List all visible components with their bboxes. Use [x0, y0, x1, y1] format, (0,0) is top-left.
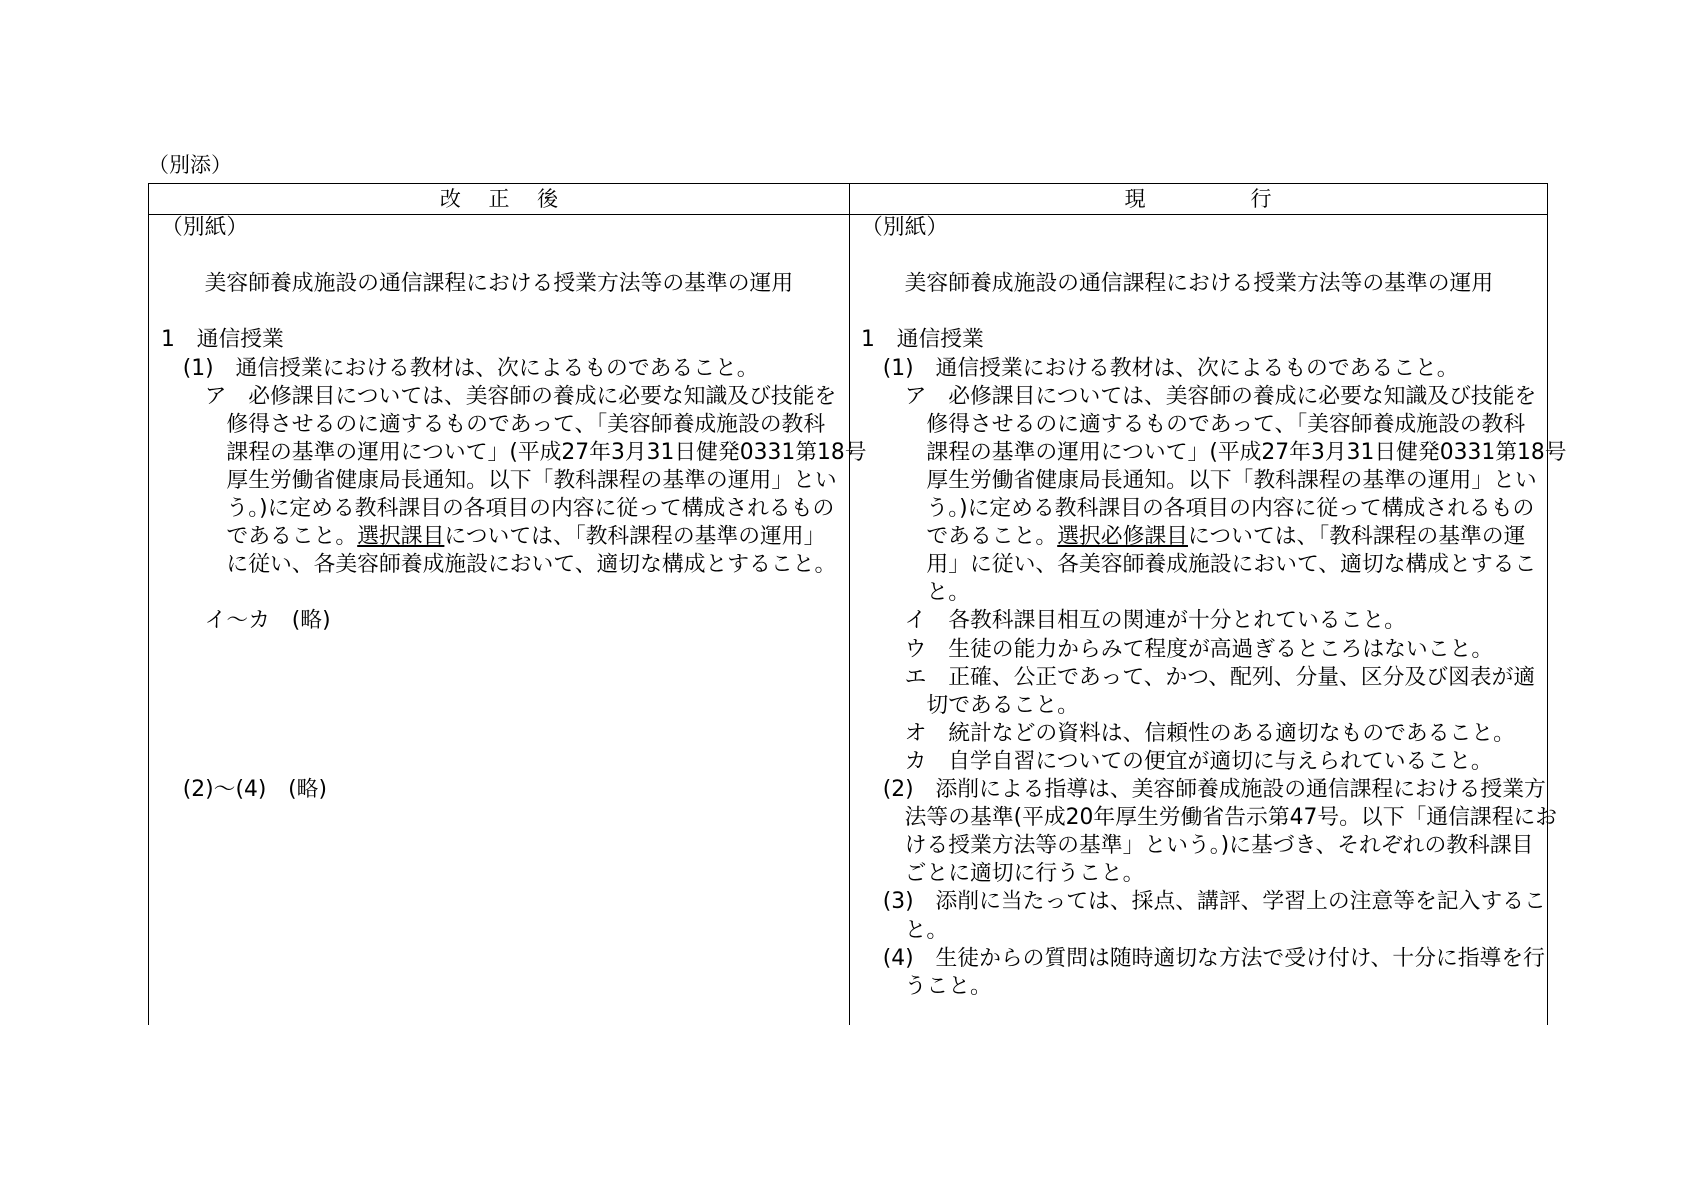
item-4: うこと。: [904, 973, 992, 999]
item-e: エ 正確、公正であって、かつ、配列、分量、区分及び図表が適: [904, 664, 1536, 690]
appendix-label: （別紙）: [161, 215, 249, 240]
text: については、「教科課程の基準の運: [1187, 524, 1526, 550]
item-a-line: 修得させるのに適するものであって、「美容師養成施設の教科: [926, 411, 1526, 437]
item-a-line: 厚生労働省健康局長通知。以下「教科課程の基準の運用」とい: [926, 467, 1537, 493]
comparison-table: [148, 183, 1567, 1025]
revised-column: [161, 214, 867, 1025]
text: については、「教科課程の基準の運用」: [444, 524, 826, 550]
item-e: 切であること。: [926, 692, 1079, 718]
item-a-line: ア 必修課目については、美容師の養成に必要な知識及び技能を: [904, 383, 1537, 409]
item-4: (4) 生徒からの質問は随時適切な方法で受け付け、十分に指導を行: [882, 945, 1545, 971]
text: であること。: [926, 524, 1058, 550]
item-a-line: に従い、各美容師養成施設において、適切な構成とすること。: [226, 552, 837, 578]
text: であること。: [226, 524, 358, 550]
item-1: (1) 通信授業における教材は、次によるものであること。: [882, 355, 1459, 381]
item-a-line: う。)に定める教科課目の各項目の内容に従って構成されるもの: [226, 496, 835, 521]
item-2: (2) 添削による指導は、美容師養成施設の通信課程における授業方: [882, 777, 1546, 802]
item-a-line: 厚生労働省健康局長通知。以下「教科課程の基準の運用」とい: [226, 467, 837, 493]
current-column: [861, 214, 1567, 1025]
item-a-line: う。)に定める教科課目の各項目の内容に従って構成されるもの: [926, 496, 1535, 521]
section-heading: 1 通信授業: [861, 327, 984, 353]
item-2: 法等の基準(平成20年厚生労働省告示第47号。以下「通信課程にお: [904, 805, 1558, 831]
appendix-label: （別紙）: [861, 215, 949, 240]
document-title: 美容師養成施設の通信課程における授業方法等の基準の運用: [204, 271, 794, 297]
item-a-line: [226, 523, 825, 551]
section-heading: 1 通信授業: [161, 327, 284, 353]
item-a-line: [926, 523, 1525, 551]
header-current: 現 行: [849, 184, 1547, 215]
item-a-line: 修得させるのに適するものであって、「美容師養成施設の教科: [226, 411, 826, 437]
attachment-label: （別添）: [148, 153, 232, 177]
item-a-line: と。: [926, 580, 970, 606]
item-i: イ 各教科課目相互の関連が十分とれていること。: [904, 608, 1406, 634]
item-o: オ 統計などの資料は、信頼性のある適切なものであること。: [904, 720, 1515, 746]
item-a-line: 用」に従い、各美容師養成施設において、適切な構成とするこ: [926, 552, 1537, 578]
item-a-line: 課程の基準の運用について」(平成27年3月31日健発0331第18号: [926, 439, 1567, 465]
item-u: ウ 生徒の能力からみて程度が高過ぎるところはないこと。: [904, 636, 1494, 662]
item-a-line: ア 必修課目については、美容師の養成に必要な知識及び技能を: [204, 383, 837, 409]
item-3: と。: [904, 917, 949, 943]
items-2-4-omitted: (2)～(4) (略): [182, 777, 327, 802]
item-2: ける授業方法等の基準」という。)に基づき、それぞれの教科課目: [904, 833, 1534, 859]
item-3: (3) 添削に当たっては、採点、講評、学習上の注意等を記入するこ: [882, 889, 1546, 915]
column-divider: [849, 184, 850, 1025]
underlined-change: 選択課目: [357, 524, 445, 550]
item-ka: カ 自学自習についての便宜が適切に与えられていること。: [904, 748, 1493, 774]
item-2: ごとに適切に行うこと。: [904, 861, 1145, 887]
items-i-ka-omitted: イ～カ (略): [204, 608, 331, 634]
item-a-line: 課程の基準の運用について」(平成27年3月31日健発0331第18号: [226, 439, 867, 465]
item-1: (1) 通信授業における教材は、次によるものであること。: [182, 355, 759, 381]
document-title: 美容師養成施設の通信課程における授業方法等の基準の運用: [904, 271, 1494, 297]
header-revised: 改 正 後: [149, 184, 849, 215]
underlined-change: 選択必修課目: [1057, 524, 1188, 550]
